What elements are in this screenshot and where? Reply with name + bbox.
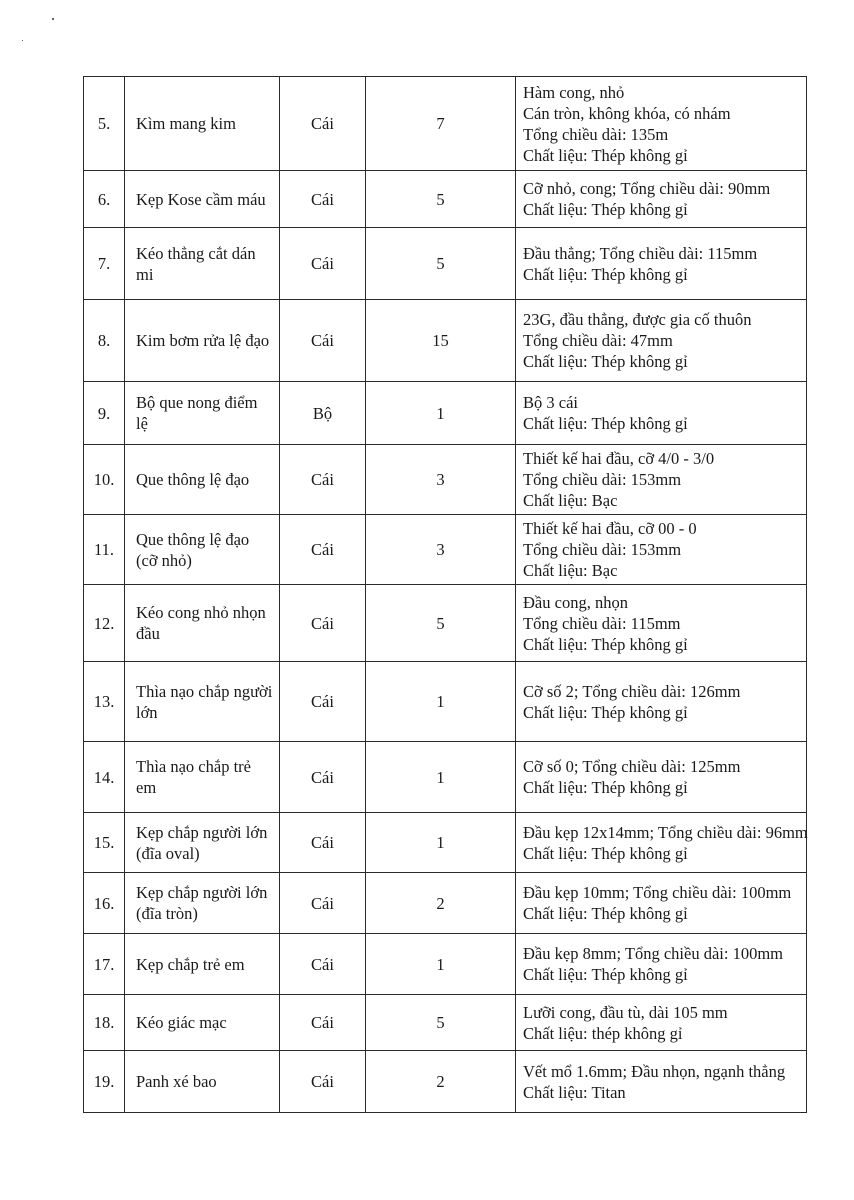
spec-line: Đầu kẹp 10mm; Tổng chiều dài: 100mm [523,883,792,902]
item-quantity: 1 [366,813,516,873]
table-row [84,228,807,300]
spec-line: Chất liệu: Bạc [523,491,618,510]
item-unit: Cái [280,934,366,995]
item-specification [516,228,807,300]
item-unit: Cái [280,515,366,585]
spec-line: Vết mổ 1.6mm; Đầu nhọn, ngạnh thẳng [523,1061,786,1081]
item-unit: Cái [280,300,366,382]
spec-line: Chất liệu: Thép không gỉ [523,200,688,219]
item-unit: Cái [280,873,366,934]
item-unit: Cái [280,813,366,873]
item-unit: Cái [280,445,366,515]
table-row [84,742,807,813]
spec-line: Đầu kẹp 12x14mm; Tổng chiều dài: 96mm [523,822,808,842]
item-unit: Bộ [280,382,366,445]
item-specification [516,873,807,934]
spec-line: Chất liệu: Thép không gỉ [523,843,688,863]
equipment-table-body [84,77,807,1113]
spec-line: Chất liệu: Thép không gỉ [523,352,688,371]
row-number: 5. [84,77,125,171]
spec-line: Chất liệu: Thép không gỉ [523,965,688,984]
row-number: 16. [84,873,125,934]
item-unit: Cái [280,662,366,742]
spec-line: 23G, đầu thẳng, được gia cố thuôn [523,310,752,329]
spec-line: Chất liệu: Titan [523,1082,626,1102]
item-name: Kẹp chắp người lớn (đĩa tròn) [125,873,280,934]
item-unit: Cái [280,995,366,1051]
spec-line: Chất liệu: thép không gỉ [523,1023,683,1043]
item-quantity: 1 [366,934,516,995]
item-name: Thìa nạo chắp trẻ em [125,742,280,813]
item-unit: Cái [280,1051,366,1113]
item-name: Kẹp chắp trẻ em [125,934,280,995]
item-specification [516,995,807,1051]
spec-line: Chất liệu: Thép không gỉ [523,702,688,722]
spec-line: Đầu cong, nhọn [523,592,628,612]
spec-line: Lưỡi cong, đầu tù, dài 105 mm [523,1002,728,1022]
item-quantity: 1 [366,382,516,445]
item-specification [516,515,807,585]
item-specification [516,77,807,171]
spec-line: Chất liệu: Thép không gỉ [523,414,688,433]
row-number: 9. [84,382,125,445]
item-name: Thìa nạo chắp người lớn [125,662,280,742]
row-number: 6. [84,171,125,228]
row-number: 12. [84,585,125,662]
item-quantity: 2 [366,1051,516,1113]
item-specification [516,662,807,742]
spec-line: Chất liệu: Thép không gỉ [523,634,688,654]
item-specification [516,742,807,813]
item-name: Kẹp Kose cầm máu [125,171,280,228]
item-name: Que thông lệ đạo (cỡ nhỏ) [125,515,280,585]
row-number: 15. [84,813,125,873]
spec-line: Hàm cong, nhỏ [523,82,625,102]
spec-line: Chất liệu: Thép không gỉ [523,145,688,165]
item-quantity: 3 [366,445,516,515]
spec-line: Thiết kế hai đầu, cỡ 00 - 0 [523,519,697,538]
item-name: Kim bơm rửa lệ đạo [125,300,280,382]
row-number: 18. [84,995,125,1051]
spec-line: Tổng chiều dài: 153mm [523,470,682,489]
item-unit: Cái [280,77,366,171]
item-quantity: 1 [366,742,516,813]
item-specification [516,934,807,995]
table-row [84,382,807,445]
item-specification [516,445,807,515]
spec-line: Cỡ số 2; Tổng chiều dài: 126mm [523,681,741,701]
table-row [84,585,807,662]
item-quantity: 15 [366,300,516,382]
item-quantity: 5 [366,995,516,1051]
equipment-table [83,76,807,1113]
item-unit: Cái [280,742,366,813]
row-number: 8. [84,300,125,382]
spec-line: Cỡ nhỏ, cong; Tổng chiều dài: 90mm [523,179,771,198]
table-row [84,995,807,1051]
item-quantity: 3 [366,515,516,585]
spec-line: Tổng chiều dài: 115mm [523,613,681,633]
scan-speck [22,40,23,41]
table-row [84,1051,807,1113]
item-unit: Cái [280,228,366,300]
table-row [84,77,807,171]
item-name: Kéo cong nhỏ nhọn đầu [125,585,280,662]
spec-line: Cán tròn, không khóa, có nhám [523,103,731,123]
spec-line: Tổng chiều dài: 47mm [523,331,673,350]
item-specification [516,171,807,228]
row-number: 11. [84,515,125,585]
item-unit: Cái [280,171,366,228]
row-number: 19. [84,1051,125,1113]
item-specification [516,585,807,662]
row-number: 17. [84,934,125,995]
spec-line: Đầu kẹp 8mm; Tổng chiều dài: 100mm [523,944,783,963]
item-quantity: 1 [366,662,516,742]
item-unit: Cái [280,585,366,662]
item-quantity: 2 [366,873,516,934]
spec-line: Tổng chiều dài: 153mm [523,540,682,559]
item-specification [516,382,807,445]
row-number: 7. [84,228,125,300]
item-quantity: 5 [366,228,516,300]
item-specification [516,813,807,873]
row-number: 14. [84,742,125,813]
spec-line: Đầu thẳng; Tổng chiều dài: 115mm [523,243,758,263]
item-name: Panh xé bao [125,1051,280,1113]
item-quantity: 7 [366,77,516,171]
row-number: 13. [84,662,125,742]
item-name: Bộ que nong điểm lệ [125,382,280,445]
spec-line: Chất liệu: Thép không gỉ [523,264,688,284]
spec-line: Chất liệu: Thép không gỉ [523,778,688,797]
item-name: Que thông lệ đạo [125,445,280,515]
item-name: Kéo thẳng cắt dán mi [125,228,280,300]
row-number: 10. [84,445,125,515]
item-name: Kéo giác mạc [125,995,280,1051]
table-row [84,873,807,934]
spec-line: Chất liệu: Bạc [523,561,618,580]
table-row [84,300,807,382]
table-row [84,813,807,873]
item-quantity: 5 [366,585,516,662]
spec-line: Bộ 3 cái [523,393,578,412]
table-row [84,515,807,585]
spec-line: Tổng chiều dài: 135m [523,124,669,144]
spec-line: Chất liệu: Thép không gỉ [523,904,688,923]
table-row [84,171,807,228]
item-specification [516,1051,807,1113]
spec-line: Thiết kế hai đầu, cỡ 4/0 - 3/0 [523,449,715,468]
table-row [84,934,807,995]
table-row [84,445,807,515]
scan-speck [52,18,54,20]
item-name: Kìm mang kim [125,77,280,171]
item-name: Kẹp chắp người lớn (đĩa oval) [125,813,280,873]
spec-line: Cỡ số 0; Tổng chiều dài: 125mm [523,757,741,776]
item-quantity: 5 [366,171,516,228]
item-specification [516,300,807,382]
table-row [84,662,807,742]
